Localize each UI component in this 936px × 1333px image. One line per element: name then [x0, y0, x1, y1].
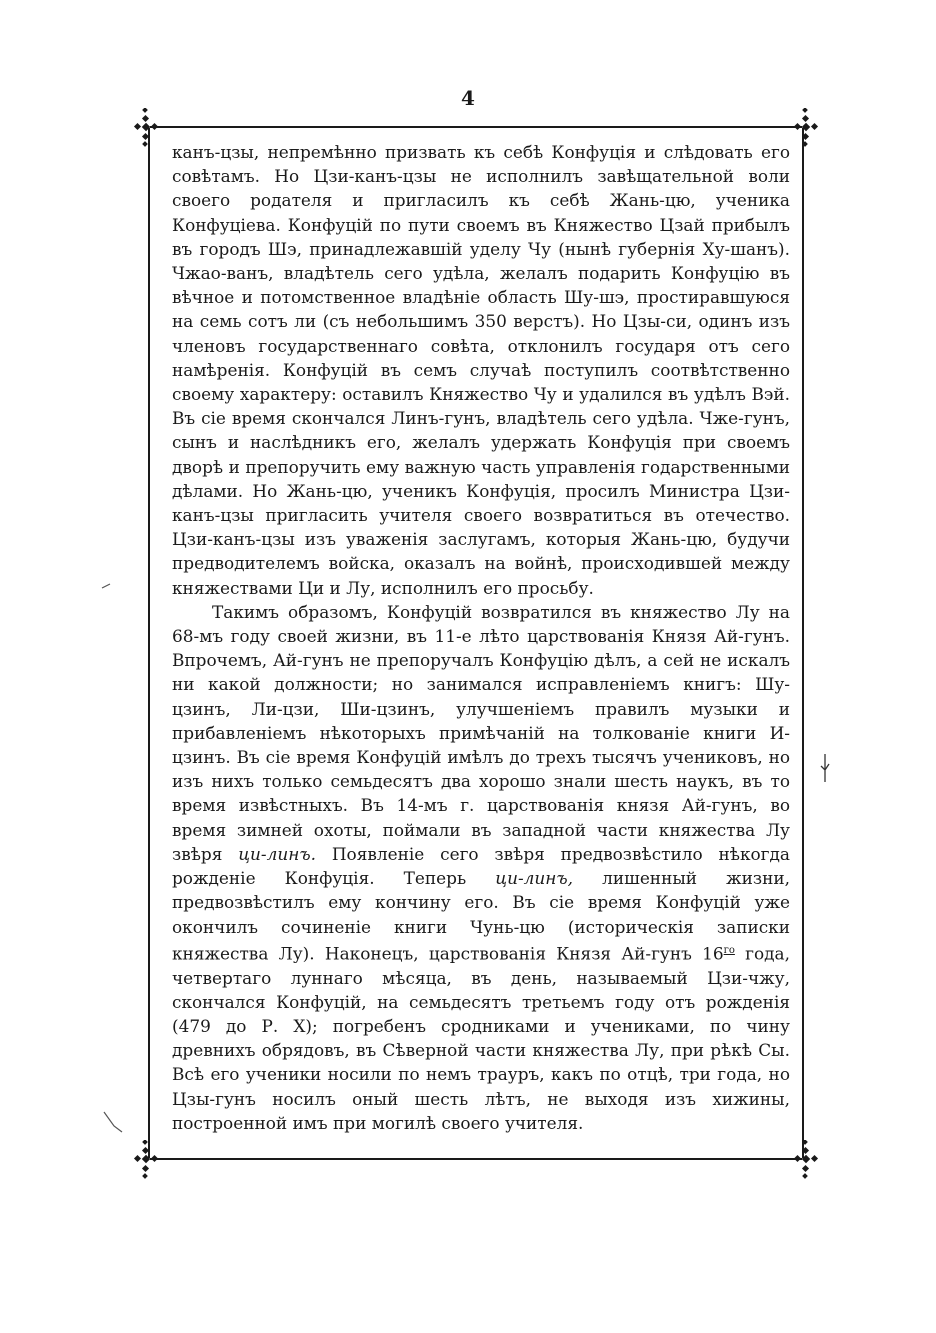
- frame-right-line: [802, 128, 804, 1158]
- paragraph-2-part-d: года, четвертаго луннаго мѣсяца, въ день, называемый Цзи-чжу, скончался Конфуцій, на семьдесятъ третьемъ году отъ рожденія (479 до Р. Х); погребенъ сродниками и учениками, по чину древнихъ обрядовъ, въ Сѣверной части княжества Лу, при рѣкѣ Сы. Всѣ его ученики носили по немъ трауръ, какъ по отцѣ, три года, но Цзы-гунъ носилъ оный шесть лѣтъ, не выходя изъ хижины, построенной имъ при могилѣ своего учителя.: [172, 943, 790, 1133]
- corner-ornament-top-left: [130, 108, 164, 148]
- scan-speck-left: [100, 580, 112, 592]
- corner-ornament-bottom-right: [790, 1140, 824, 1180]
- paragraph-1: канъ-цзы, непремѣнно призвать къ себѣ Конфуція и слѣдовать его совѣтамъ. Но Цзи-канъ-цзы не исполнилъ завѣщательной воли своего родателя и пригласилъ къ себѣ Жань-цю, ученика Конфуціева. Конфуцій по пути своемъ въ Княжество Цзай прибылъ въ городъ Шэ, принадлежавшій уделу Чу (нынѣ губернія Ху-шанъ). Чжао-ванъ, владѣтель сего удѣла, желалъ подарить Конфуцію въ вѣчное и потомственное владѣніе область Шу-шэ, простиравшуюся на семь сотъ ли (съ небольшимъ 350 верстъ). Но Цзы-си, одинъ изъ членовъ государственнаго совѣта, отклонилъ государя отъ сего намѣренія. Конфуцій въ семъ случаѣ поступилъ соотвѣтственно своему характеру: оставилъ Княжество Чу и удалился въ удѣлъ Вэй. Въ сіе время скончался Линъ-гунъ, владѣтель сего удѣла. Чже-гунъ, сынъ и наслѣдникъ его, желалъ удержать Конфуція при своемъ дворѣ и препоручить ему важную часть управленія годарственными дѣлами. Но Жань-цю, ученикъ Конфуція, просилъ Министра Цзи-канъ-цзы пригласить учителя своего возвратиться въ отечество. Цзи-канъ-цзы изъ уваженія заслугамъ, которыя Жань-цю, будучи предводителемъ войска, оказалъ на войнѣ, происходившей между княжествами Ци и Лу, исполнилъ его просьбу.: [172, 142, 790, 598]
- paragraph-2-part-c: лишенный жизни, предвозвѣстилъ ему кончину его. Въ сіе время Конфуцій уже окончилъ сочиненіе книги Чунь-цю (историческія записки княжества Лу). Наконецъ, царствованія Князя Ай-гунъ: [172, 868, 790, 964]
- page-number: 4: [461, 86, 475, 110]
- frame-bottom-line: [150, 1158, 802, 1160]
- frame-top-line: [150, 126, 802, 128]
- scan-mark-right: [818, 752, 832, 786]
- scan-mark-lower-left: [100, 1108, 126, 1136]
- italic-term-ci-lin-1: ци-линъ.: [238, 843, 316, 864]
- year-number: 16: [702, 943, 724, 964]
- paragraph-2-part-b: Появленіе сего звѣря предвозвѣстило нѣкогда рожденіе Конфуція. Теперь: [172, 843, 790, 889]
- frame-left-line: [148, 128, 150, 1158]
- corner-ornament-top-right: [790, 108, 824, 148]
- body-text: [172, 140, 790, 1135]
- paragraph-2-part-a: Такимъ образомъ, Конфуцій возвратился въ княжество Лу на 68-мъ году своей жизни, въ 11-е лѣто царствованія Князя Ай-гунъ. Впрочемъ, Ай-гунъ не препоручалъ Конфуцію дѣлъ, а сей не искалъ ни какой должности; но занимался исправленіемъ книгъ: Шу-цзинъ, Ли-цзи, Ши-цзинъ, улучшеніемъ правилъ музыки и прибавленіемъ нѣкоторыхъ примѣчаній на толкованіе книги И-цзинъ. Въ сіе время Конфуцій имѣлъ до трехъ тысячъ учениковъ, но изъ нихъ только семьдесятъ два хорошо знали шесть наукъ, въ то время извѣстныхъ. Въ 14-мъ г. царствованія князя Ай-гунъ, во время зимней охоты, поймали въ западной части княжества Лу звѣря: [172, 601, 790, 864]
- year-suffix: го: [723, 944, 735, 956]
- italic-term-ci-lin-2: ци-линъ,: [495, 868, 574, 889]
- corner-ornament-bottom-left: [130, 1140, 164, 1180]
- paragraph-2: [172, 600, 790, 1135]
